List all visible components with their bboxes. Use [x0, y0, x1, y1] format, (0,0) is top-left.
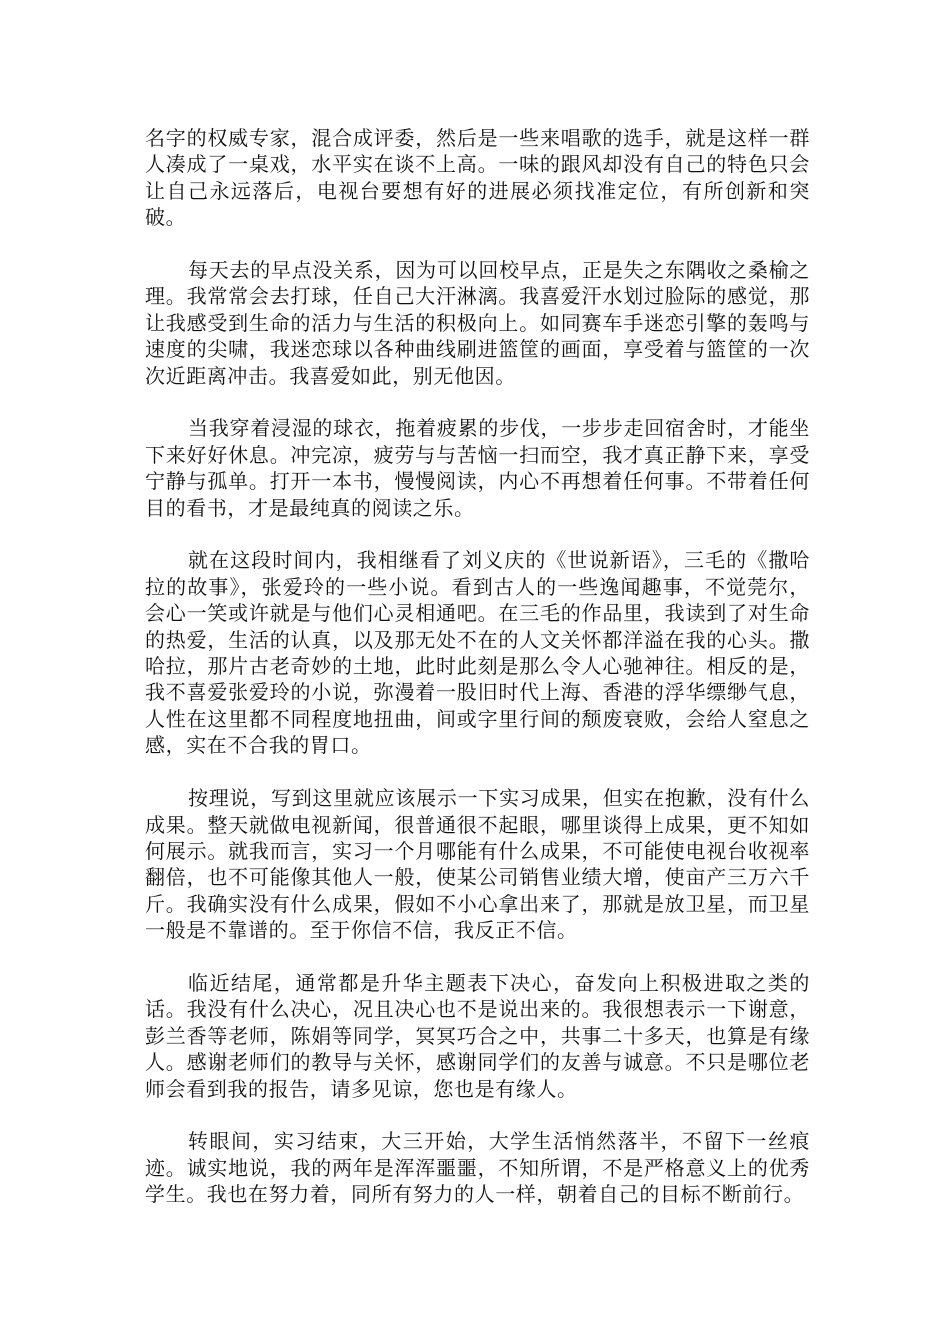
paragraph-results: 按理说，写到这里就应该展示一下实习成果，但实在抱歉，没有什么成果。整天就做电视新闻，很普通很不起眼，哪里谈得上成果，更不知如何展示。就我而言，实习一个月哪能有什么成果，不可能使电视台收视率翻倍，也不可能像其他人一般，使某公司销售业绩大增，使亩产三万六千斤。我确实没有什么成果，假如不小心拿出来了，那就是放卫星，而卫星一般是不靠谱的。至于你信不信，我反正不信。: [145, 786, 810, 943]
paragraph-continued: 名字的权威专家，混合成评委，然后是一些来唱歌的选手，就是这样一群人凑成了一桌戏，水平实在谈不上高。一味的跟风却没有自己的特色只会让自己永远落后，电视台要想有好的进展必须找准定位，有所创新和突破。: [145, 126, 810, 230]
document-body: [145, 125, 810, 1208]
paragraph-books: 就在这段时间内，我相继看了刘义庆的《世说新语》，三毛的《撒哈拉的故事》，张爱玲的一些小说。看到古人的一些逸闻趣事，不觉莞尔，会心一笑或许就是与他们心灵相通吧。在三毛的作品里，我读到了对生命的热爱，生活的认真，以及那无处不在的人文关怀都洋溢在我的心头。撒哈拉，那片古老奇妙的土地，此时此刻是那么令人心驰神往。相反的是，我不喜爱张爱玲的小说，弥漫着一股旧时代上海、香港的浮华缥缈气息，人性在这里都不同程度地扭曲，间或字里行间的颓废衰败，会给人窒息之感，实在不合我的胃口。: [145, 548, 810, 758]
paragraph-rest-and-reading: 当我穿着浸湿的球衣，拖着疲累的步伐，一步步走回宿舍时，才能坐下来好好休息。冲完凉，疲劳与与苦恼一扫而空，我才真正静下来，享受宁静与孤单。打开一本书，慢慢阅读，内心不再想着任何事。不带着任何目的看书，才是最纯真的阅读之乐。: [145, 416, 810, 520]
paragraph-morning-exercise: 每天去的早点没关系，因为可以回校早点，正是失之东隅收之桑榆之理。我常常会去打球，任自己大汗淋漓。我喜爱汗水划过脸际的感觉，那让我感受到生命的活力与生活的积极向上。如同赛车手迷恋引擎的轰鸣与速度的尖啸，我迷恋球以各种曲线刷进篮筐的画面，享受着与篮筐的一次次近距离冲击。我喜爱如此，别无他因。: [145, 258, 810, 388]
paragraph-conclusion: 转眼间，实习结束，大三开始，大学生活悄然落半，不留下一丝痕迹。诚实地说，我的两年是浑浑噩噩，不知所谓，不是严格意义上的优秀学生。我也在努力着，同所有努力的人一样，朝着自己的目标不断前行。: [145, 1129, 810, 1207]
paragraph-thanks: 临近结尾，通常都是升华主题表下决心，奋发向上积极进取之类的话。我没有什么决心，况且决心也不是说出来的。我很想表示一下谢意，彭兰香等老师，陈娟等同学，冥冥巧合之中，共事二十多天，也算是有缘人。感谢老师们的教导与关怀，感谢同学们的友善与诚意。不只是哪位老师会看到我的报告，请多见谅，您也是有缘人。: [145, 970, 810, 1101]
